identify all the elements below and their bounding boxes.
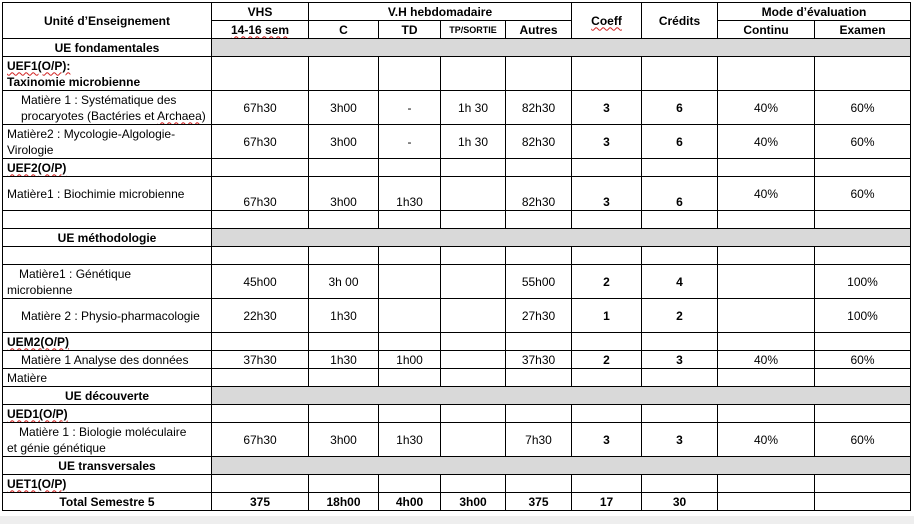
row-label: Matière1 : Biochimie microbienne: [3, 177, 212, 211]
cell-credits: 6: [642, 91, 718, 125]
cell-coeff: 1: [572, 299, 642, 333]
grey-band: [212, 229, 911, 247]
header-vhs: VHS: [212, 3, 309, 21]
cell-autres: 82h30: [506, 91, 572, 125]
table-row: [3, 423, 911, 457]
total-c: 18h00: [309, 493, 379, 511]
total-credits: 30: [642, 493, 718, 511]
total-td: 4h00: [379, 493, 441, 511]
cell-coeff: 3: [572, 423, 642, 457]
section-ue-decouverte: UE découverte: [3, 387, 212, 405]
uet1-heading: UET1(O/P): [3, 475, 212, 493]
cell-c: 3h 00: [309, 265, 379, 299]
header-mode: Mode d’évaluation: [718, 3, 911, 21]
cell-examen: 60%: [815, 177, 911, 211]
cell-continu: 40%: [718, 351, 815, 369]
grey-band: [212, 39, 911, 57]
cell-tp: 1h 30: [441, 125, 506, 159]
cell-examen: 60%: [815, 91, 911, 125]
grey-band: [212, 457, 911, 475]
cell-examen: 100%: [815, 299, 911, 333]
cell-credits: 3: [642, 423, 718, 457]
cell-td: 1h30: [379, 177, 441, 211]
cell-examen: 60%: [815, 423, 911, 457]
cell-autres: 82h30: [506, 177, 572, 211]
uef1-heading: UEF1(O/P): Taxinomie microbienne: [3, 57, 212, 91]
row-label: Matière2 : Mycologie-Algologie- Virologie: [3, 125, 212, 159]
cell-coeff: 3: [572, 125, 642, 159]
header-vh-hebdo: V.H hebdomadaire: [309, 3, 572, 21]
row-label: Matière: [3, 369, 212, 387]
cell-examen: 60%: [815, 125, 911, 159]
cell-credits: 4: [642, 265, 718, 299]
section-ue-methodologie: UE méthodologie: [3, 229, 212, 247]
page-bottom-strip: [0, 516, 914, 524]
cell-autres: 55h00: [506, 265, 572, 299]
table-row: [3, 125, 911, 159]
total-autres: 375: [506, 493, 572, 511]
cell-td: -: [379, 91, 441, 125]
cell-vhs: 22h30: [212, 299, 309, 333]
section-ue-transversales: UE transversales: [3, 457, 212, 475]
cell-vhs: 67h30: [212, 423, 309, 457]
header-autres: Autres: [506, 21, 572, 39]
header-ue: Unité d’Enseignement: [3, 3, 212, 39]
grey-band: [212, 387, 911, 405]
total-coeff: 17: [572, 493, 642, 511]
header-continu: Continu: [718, 21, 815, 39]
cell-autres: 82h30: [506, 125, 572, 159]
row-label: Matière 2 : Physio-pharmacologie: [3, 299, 212, 333]
cell-continu: 40%: [718, 177, 815, 211]
cell-coeff: 3: [572, 91, 642, 125]
cell-credits: 6: [642, 177, 718, 211]
cell-c: 3h00: [309, 177, 379, 211]
cell-td: 1h00: [379, 351, 441, 369]
header-examen: Examen: [815, 21, 911, 39]
table-row: [3, 265, 911, 299]
row-label: Matière 1 : Biologie moléculaire et génie génétique: [3, 423, 212, 457]
cell-continu: 40%: [718, 91, 815, 125]
cell-c: 3h00: [309, 91, 379, 125]
cell-autres: 27h30: [506, 299, 572, 333]
cell-c: 3h00: [309, 423, 379, 457]
header-coeff: Coeff: [572, 3, 642, 39]
cell-autres: 37h30: [506, 351, 572, 369]
cell-coeff: 2: [572, 265, 642, 299]
cell-coeff: 3: [572, 177, 642, 211]
cell-coeff: 2: [572, 351, 642, 369]
uem2-heading: UEM2(O/P): [3, 333, 212, 351]
table-row: [3, 351, 911, 369]
uef2-heading: UEF2(O/P): [3, 159, 212, 177]
cell-vhs: 67h30: [212, 91, 309, 125]
cell-vhs: 45h00: [212, 265, 309, 299]
header-vhs-sub: 14-16 sem: [212, 21, 309, 39]
cell-examen: 100%: [815, 265, 911, 299]
total-tp: 3h00: [441, 493, 506, 511]
cell-c: 1h30: [309, 351, 379, 369]
row-label: Matière 1 : Systématique des procaryotes (Bactéries et Archaea): [3, 91, 212, 125]
cell-td: 1h30: [379, 423, 441, 457]
semester-table: [2, 2, 911, 511]
table-row: [3, 299, 911, 333]
cell-c: 1h30: [309, 299, 379, 333]
cell-vhs: 67h30: [212, 125, 309, 159]
header-c: C: [309, 21, 379, 39]
cell-continu: 40%: [718, 125, 815, 159]
section-ue-fondamentales: UE fondamentales: [3, 39, 212, 57]
total-row: [3, 493, 911, 511]
cell-autres: 7h30: [506, 423, 572, 457]
header-credits: Crédits: [642, 3, 718, 39]
header-tp: TP/SORTIE: [441, 21, 506, 39]
cell-td: -: [379, 125, 441, 159]
table-row: [3, 177, 911, 211]
header-td: TD: [379, 21, 441, 39]
row-label: Matière1 : Génétique microbienne: [3, 265, 212, 299]
total-vhs: 375: [212, 493, 309, 511]
total-label: Total Semestre 5: [3, 493, 212, 511]
cell-credits: 3: [642, 351, 718, 369]
cell-credits: 6: [642, 125, 718, 159]
cell-vhs: 37h30: [212, 351, 309, 369]
ued1-heading: UED1(O/P): [3, 405, 212, 423]
cell-examen: 60%: [815, 351, 911, 369]
cell-continu: 40%: [718, 423, 815, 457]
cell-c: 3h00: [309, 125, 379, 159]
cell-vhs: 67h30: [212, 177, 309, 211]
row-label: Matière 1 Analyse des données: [3, 351, 212, 369]
cell-credits: 2: [642, 299, 718, 333]
cell-tp: 1h 30: [441, 91, 506, 125]
table-row: [3, 91, 911, 125]
